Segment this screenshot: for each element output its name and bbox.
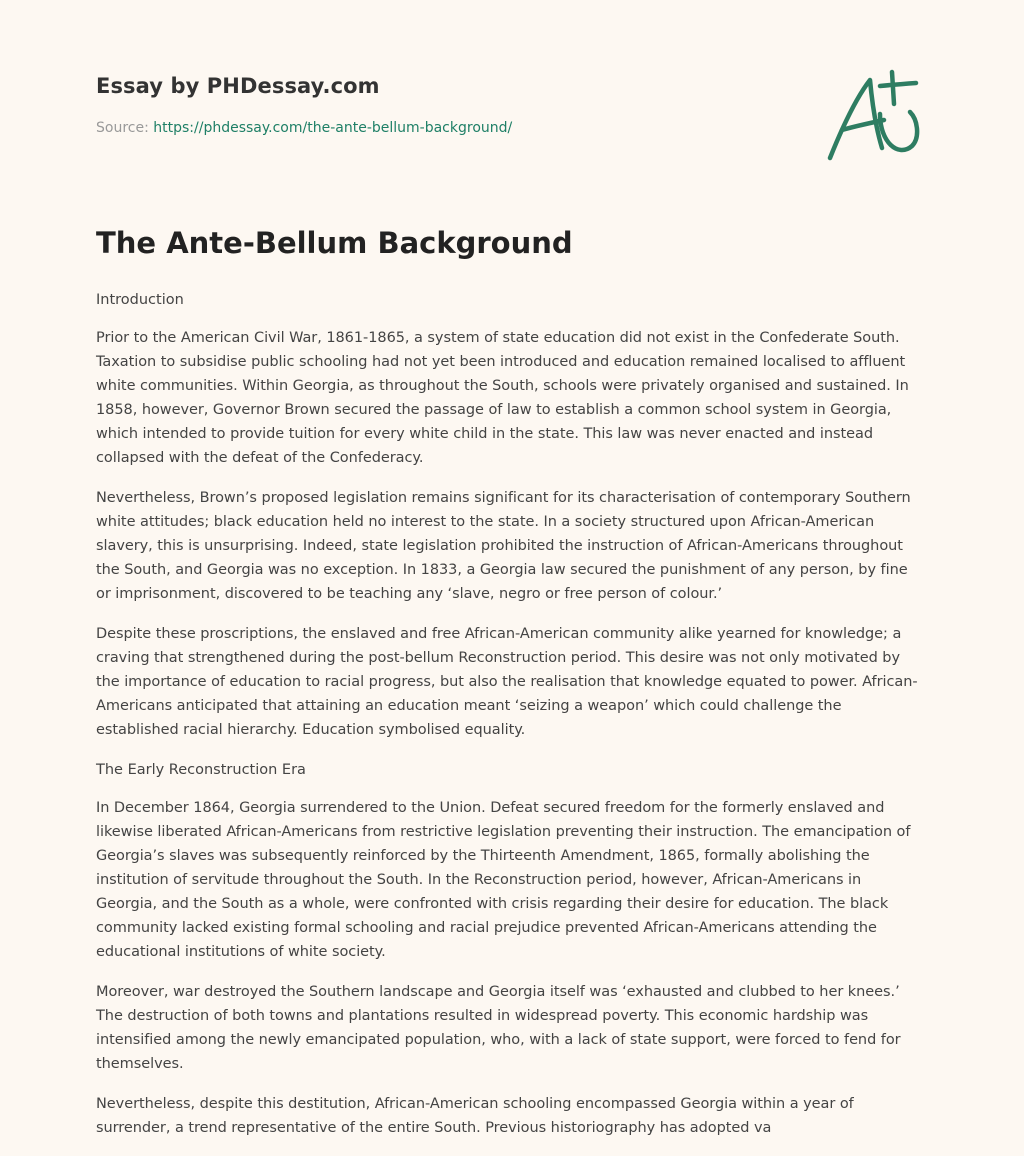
source-label: Source: — [96, 120, 149, 136]
source-link[interactable]: https://phdessay.com/the-ante-bellum-background/ — [153, 120, 513, 136]
article — [96, 226, 926, 1156]
section-heading: The Early Reconstruction Era — [96, 762, 306, 778]
paragraph: Nevertheless, despite this destitution, African-American schooling encompassed Georgia within a year of surrender, a trend representative of the entire South. Previous historiography has adopted va — [96, 1096, 854, 1136]
paragraph: Prior to the American Civil War, 1861-1865, a system of state education did not exist in the Confederate South. Taxation to subsidise public schooling had not yet been introduced and education remained localised to affluent white communities. Within Georgia, as throughout the South, schools were privately organised and sustained. In 1858, however, Governor Brown secured the passage of law to establish a common school system in Georgia, which intended to provide tuition for every white child in the state. This law was never enacted and instead collapsed with the defeat of the Confederacy. — [96, 330, 909, 466]
paragraph: Moreover, war destroyed the Southern landscape and Georgia itself was ‘exhausted and clubbed to her knees.’ The destruction of both towns and plantations resulted in widespread poverty. This economic hardship was intensified among the newly emancipated population, who, with a lack of state support, were forced to fend for themselves. — [96, 984, 901, 1072]
paragraph: Nevertheless, Brown’s proposed legislation remains significant for its characterisation of contemporary Southern white attitudes; black education held no interest to the state. In a society structured upon African-American slavery, this is unsurprising. Indeed, state legislation prohibited the instruction of African-Americans throughout the South, and Georgia was no exception. In 1833, a Georgia law secured the punishment of any person, by fine or imprisonment, discovered to be teaching any ‘slave, negro or free person of colour.’ — [96, 490, 911, 602]
paragraph: Despite these proscriptions, the enslaved and free African-American community alike yearned for knowledge; a craving that strengthened during the post-bellum Reconstruction period. This desire was not only motivated by the importance of education to racial progress, but also the realisation that knowledge equated to power. African-Americans anticipated that attaining an education meant ‘seizing a weapon’ which could challenge the established racial hierarchy. Education symbolised equality. — [96, 626, 918, 738]
a-plus-logo-icon — [820, 66, 930, 166]
page-title: The Ante-Bellum Background — [96, 226, 573, 260]
essay-header — [96, 74, 696, 136]
section-heading: Introduction — [96, 292, 184, 308]
paragraph: In December 1864, Georgia surrendered to the Union. Defeat secured freedom for the formerly enslaved and likewise liberated African-Americans from restrictive legislation preventing their instruction. The emancipation of Georgia’s slaves was subsequently reinforced by the Thirteenth Amendment, 1865, formally abolishing the institution of servitude throughout the South. In the Reconstruction period, however, African-Americans in Georgia, and the South as a whole, were confronted with crisis regarding their desire for education. The black community lacked existing formal schooling and racial prejudice prevented African-Americans attending the educational institutions of white society. — [96, 800, 911, 960]
source-line — [96, 120, 696, 136]
brand-title: Essay by PHDessay.com — [96, 74, 380, 98]
